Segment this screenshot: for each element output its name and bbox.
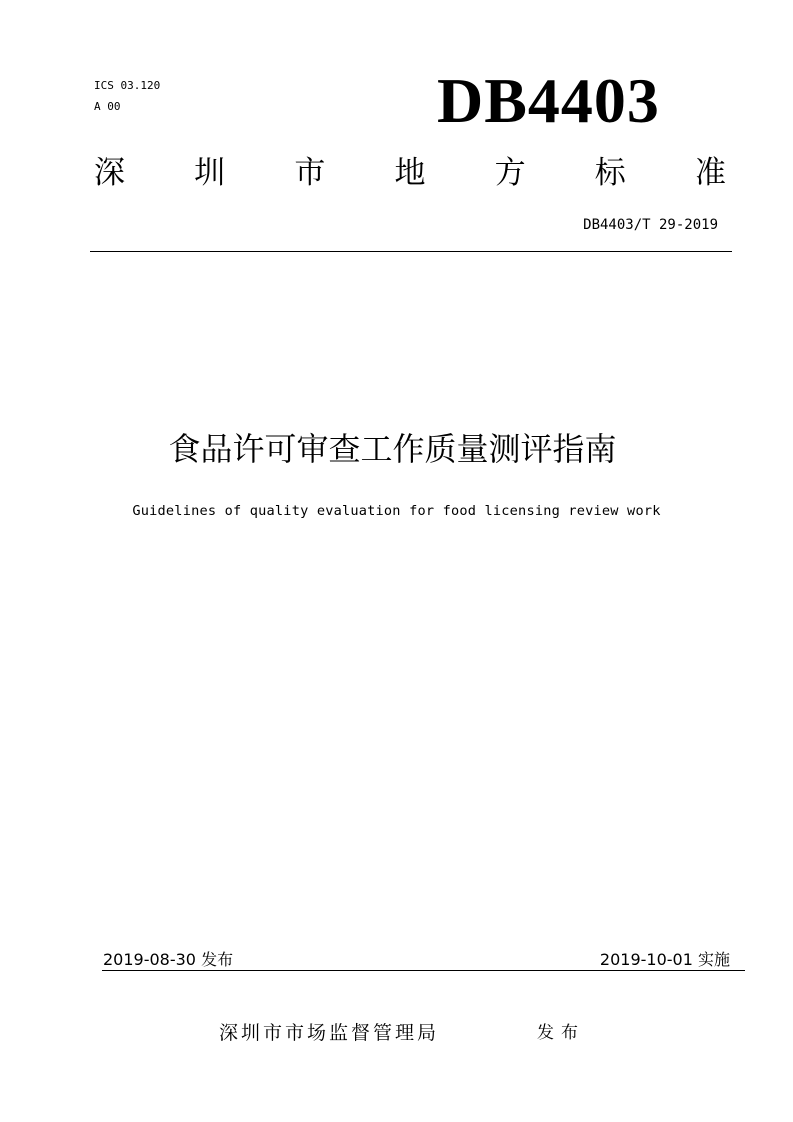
standard-type-char: 深 [94, 155, 125, 191]
standard-type-char: 标 [594, 155, 626, 191]
footer-divider [102, 970, 745, 971]
ics-code: ICS 03.120 [94, 79, 161, 92]
document-title-chinese: 食品许可审查工作质量测评指南 [168, 430, 617, 468]
standard-type-char: 市 [294, 155, 326, 191]
standard-type-char: 方 [494, 155, 526, 191]
standard-type-char: 地 [394, 155, 426, 191]
publisher-name: 深圳市市场监督管理局 [219, 1022, 440, 1044]
standard-type-heading [94, 153, 726, 193]
publish-label: 发布 [537, 1023, 585, 1043]
implementation-date: 2019-10-01 实施 [599, 950, 730, 969]
standard-logo: DB4403 [437, 65, 660, 136]
issue-date: 2019-08-30 发布 [103, 950, 234, 969]
document-title-english: Guidelines of quality evaluation for food licensing review work [132, 503, 661, 519]
ccs-code: A 00 [94, 100, 121, 113]
standard-number: DB4403/T 29-2019 [583, 217, 718, 233]
standard-type-char: 圳 [194, 155, 226, 191]
standard-type-char: 准 [694, 155, 726, 191]
header-divider [90, 251, 732, 252]
